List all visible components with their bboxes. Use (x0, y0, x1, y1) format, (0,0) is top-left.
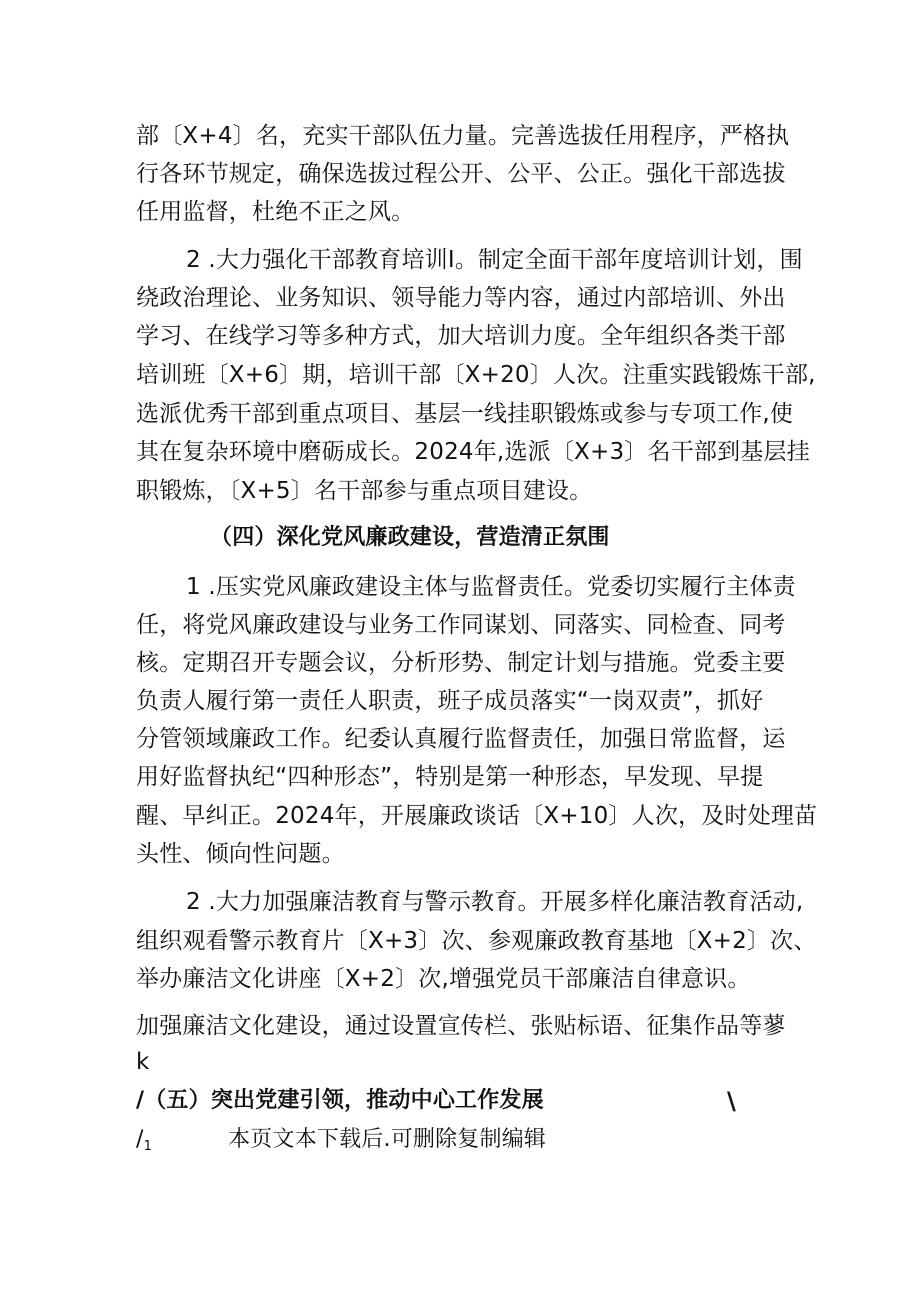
training-line-2: 绕政治理论、业务知识、领导能力等内容，通过内部培训、外出 (136, 285, 786, 311)
training-line-1: 2 .大力强化干部教育培训I。制定全面干部年度培训计划，围 (186, 247, 803, 273)
footer-prefix: / (136, 1127, 144, 1152)
responsibility-line-5: 分管领域廉政工作。纪委认真履行监督责任，加强日常监督，运 (136, 726, 786, 752)
education-line-3: 举办廉洁文化讲座〔X+2〕次,增强党员干部廉洁自律意识。 (136, 966, 751, 992)
training-line-5: 选派优秀干部到重点项目、基层一线挂职锻炼或参与专项工作,使 (136, 401, 794, 427)
training-line-3: 学习、在线学习等多种方式，加大培训力度。全年组织各类干部 (136, 323, 786, 349)
intro-line-2: 行各环节规定，确保选拔过程公开、公平、公正。强化干部选拔 (136, 161, 786, 187)
footer-note: 本页文本下载后.可删除复制编辑 (228, 1127, 547, 1152)
responsibility-line-1: 1 .压实党风廉政建设主体与监督责任。党委切实履行主体责 (186, 574, 796, 600)
responsibility-line-6: 用好监督执纪“四种形态”，特别是第一种形态，早发现、早提 (136, 764, 764, 790)
culture-line-2: k (136, 1049, 150, 1075)
responsibility-line-2: 任，将党风廉政建设与业务工作同谋划、同落实、同检查、同考 (136, 612, 786, 638)
intro-line-3: 任用监督，杜绝不正之风。 (136, 199, 415, 225)
section-heading-5: /（五）突出党建引领，推动中心工作发展 (136, 1088, 544, 1113)
training-line-4: 培训班〔X+6〕期，培训干部〔X+20〕人次。注重实践锻炼干部, (136, 362, 816, 388)
heading-5-right-mark: \ (727, 1087, 736, 1115)
culture-line-1: 加强廉洁文化建设，通过设置宣传栏、张贴标语、征集作品等蓼 (136, 1013, 786, 1039)
section-heading-4: （四）深化党风廉政建设，营造清正氛围 (210, 525, 610, 550)
intro-line-1: 部〔X+4〕名，充实干部队伍力量。完善选拔任用程序，严格执 (136, 123, 790, 149)
training-line-7: 职锻炼，〔X+5〕名干部参与重点项目建设。 (136, 478, 593, 504)
education-line-2: 组织观看警示教育片〔X+3〕次、参观廉政教育基地〔X+2〕次、 (136, 928, 817, 954)
responsibility-line-8: 头性、倾向性问题。 (136, 841, 345, 867)
responsibility-line-3: 核。定期召开专题会议，分析形势、制定计划与措施。党委主要 (136, 650, 786, 676)
footer-prefix-sub: 1 (143, 1139, 153, 1154)
training-line-6: 其在复杂环境中磨砺成长。2024年,选派〔X+3〕名干部到基层挂 (136, 439, 810, 465)
footer-note-line (136, 1124, 546, 1163)
education-line-1: 2 .大力加强廉洁教育与警示教育。开展多样化廉洁教育活动, (186, 889, 804, 915)
responsibility-line-4: 负责人履行第一责任人职责，班子成员落实“一岗双责”，抓好 (136, 688, 764, 714)
responsibility-line-7: 醒、早纠正。2024年，开展廉政谈话〔X+10〕人次，及时处理苗 (136, 803, 818, 829)
